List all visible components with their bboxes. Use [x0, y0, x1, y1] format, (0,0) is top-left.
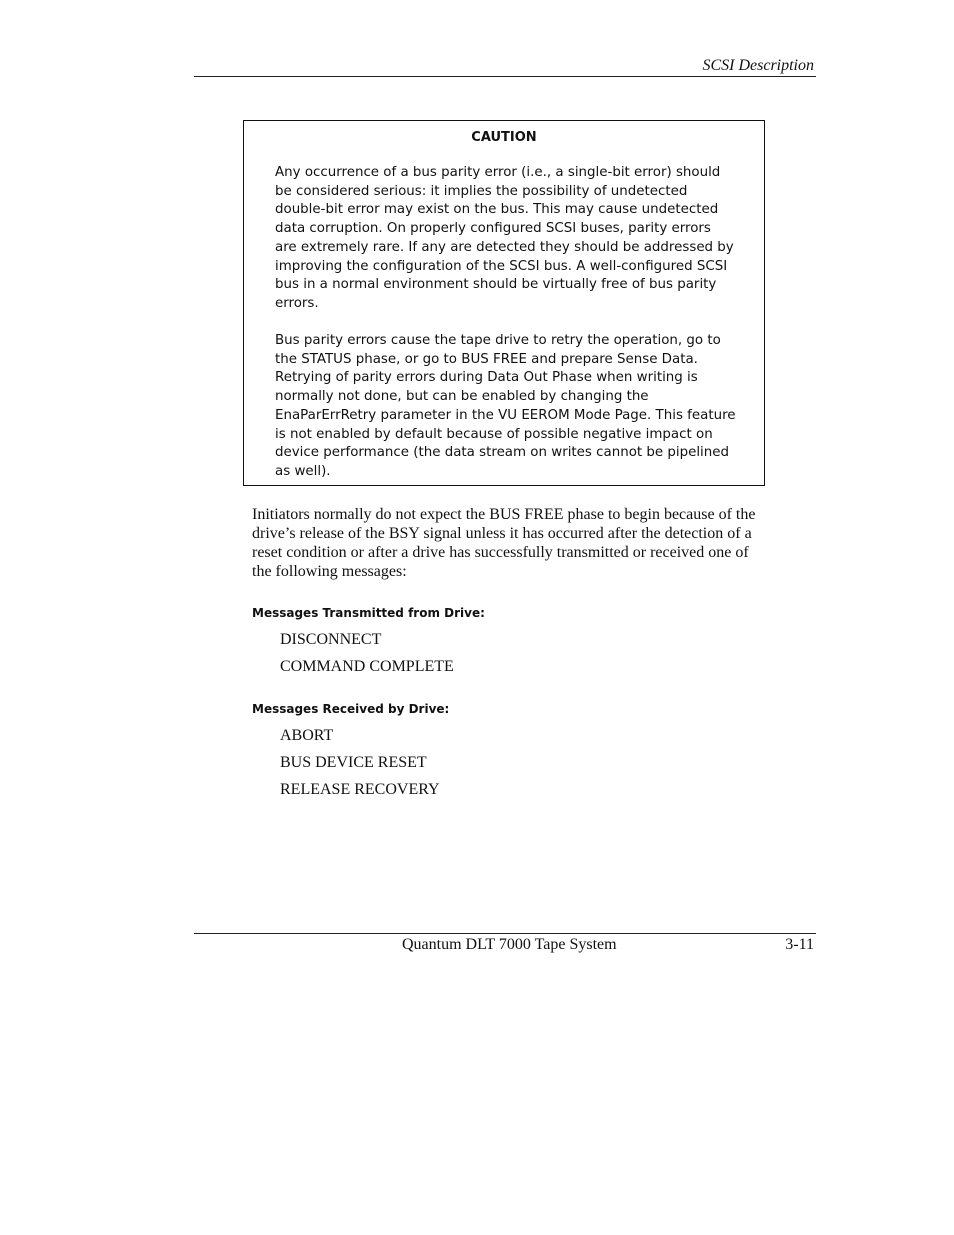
- caution-paragraph-parity-error: Any occurrence of a bus parity error (i.e., a single-bit error) should be considered serious: it implies the possibility of undetected double-bit error may exist on the bus. This may cause undetected data corruption. On properly configured SCSI buses, parity errors are extremely rare. If any are detected they should be addressed by improving the configuration of the SCSI bus. A well-configured SCSI bus in a normal environment should be virtually free of bus parity errors.: [275, 165, 734, 311]
- caution-paragraph-retry: Bus parity errors cause the tape drive to retry the operation, go to the STATUS phase, or go to BUS FREE and prepare Sense Data. Retrying of parity errors during Data Out Phase when writing is normally not done, but can be enabled by changing the EnaParErrRetry parameter in the VU EEROM Mode Page. This feature is not enabled by default because of possible negative impact on device performance (the data stream on writes cannot be pipelined as well).: [275, 333, 736, 479]
- footer-rule: [194, 933, 816, 934]
- messages-transmitted-list: [280, 630, 454, 684]
- page-number: 3-11: [785, 936, 814, 953]
- message-item: RELEASE RECOVERY: [280, 781, 440, 798]
- messages-transmitted-heading: Messages Transmitted from Drive:: [252, 606, 485, 620]
- message-item: DISCONNECT: [280, 631, 382, 648]
- intro-paragraph: Initiators normally do not expect the BUS FREE phase to begin because of the drive’s release of the BSY signal unless it has occurred after the detection of a reset condition or after a drive has successfully transmitted or received one of the following messages:: [252, 506, 756, 580]
- running-header: SCSI Description: [702, 57, 814, 74]
- message-item: ABORT: [280, 727, 334, 744]
- messages-received-heading: Messages Received by Drive:: [252, 702, 450, 716]
- caution-title: CAUTION: [471, 130, 537, 145]
- messages-received-list: [280, 726, 440, 807]
- message-item: COMMAND COMPLETE: [280, 658, 454, 675]
- caution-box: [243, 120, 765, 486]
- message-item: BUS DEVICE RESET: [280, 754, 427, 771]
- header-rule: [194, 76, 816, 77]
- footer-document-title: Quantum DLT 7000 Tape System: [402, 936, 617, 953]
